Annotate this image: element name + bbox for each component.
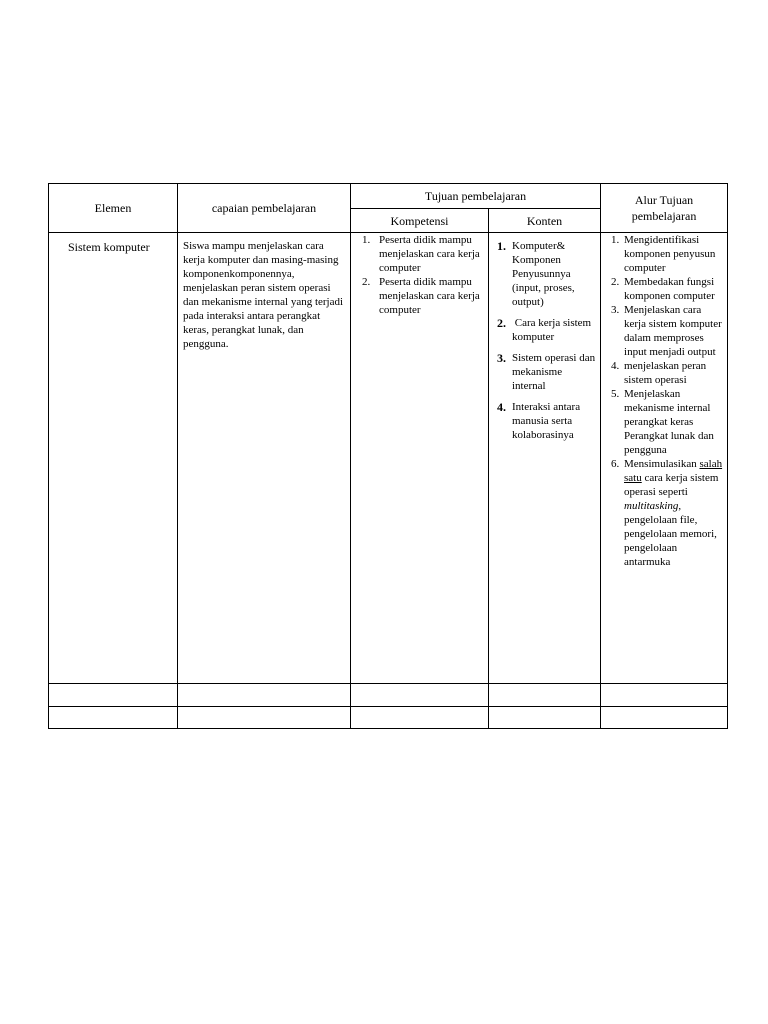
cell-elemen: Sistem komputer <box>49 233 178 684</box>
empty-cell <box>601 684 728 707</box>
empty-cell <box>49 684 178 707</box>
konten-item: 3. Sistem operasi dan mekanisme internal <box>497 351 596 392</box>
cell-capaian: Siswa mampu menjelaskan cara kerja komputer dan masing-masing komponenkomponennya, menjelaskan peran sistem operasi dan mekanisme internal yang terjadi pada interaksi antara perangkat keras, perangkat lunak, dan pengguna. <box>178 233 351 684</box>
header-konten: Konten <box>489 209 601 233</box>
empty-cell <box>178 707 351 729</box>
empty-cell <box>489 684 601 707</box>
empty-cell <box>351 684 489 707</box>
empty-row <box>49 707 728 729</box>
header-kompetensi: Kompetensi <box>351 209 489 233</box>
header-capaian: capaian pembelajaran <box>178 184 351 233</box>
alur-item: 1. Mengidentifikasi komponen penyusun computer <box>611 234 716 274</box>
header-alur-line1: Alur Tujuan <box>634 193 694 207</box>
alur-item: 5. Menjelaskan mekanisme internal perangkat keras Perangkat lunak dan pengguna <box>611 388 714 456</box>
konten-item: 2. Cara kerja sistem komputer <box>497 316 594 343</box>
kompetensi-item: 1. Peserta didik mampu menjelaskan cara kerja computer <box>362 234 480 274</box>
cell-alur <box>601 233 728 684</box>
empty-row <box>49 684 728 707</box>
empty-cell <box>351 707 489 729</box>
kompetensi-item: 2. Peserta didik mampu menjelaskan cara kerja computer <box>362 276 480 316</box>
learning-objectives-table <box>48 183 728 729</box>
alur-item: 2. Membedakan fungsi komponen computer <box>611 276 715 302</box>
header-alur-line2: pembelajaran <box>631 209 697 223</box>
empty-cell <box>49 707 178 729</box>
header-alur <box>601 184 728 233</box>
header-tujuan: Tujuan pembelajaran <box>351 184 601 209</box>
konten-item: 1. Komputer& Komponen Penyusunnya (input, proses, output) <box>497 239 575 308</box>
empty-cell <box>601 707 728 729</box>
empty-cell <box>489 707 601 729</box>
alur-item: 3. Menjelaskan cara kerja sistem komputer dalam memproses input menjadi output <box>611 304 722 358</box>
header-elemen: Elemen <box>49 184 178 233</box>
alur-item: 6. Mensimulasikan salah satu cara kerja sistem operasi seperti multitasking, pengelolaan file, pengelolaan memori, pengelolaan antarmuka <box>611 458 723 568</box>
alur-item: 4. menjelaskan peran sistem operasi <box>611 360 707 386</box>
cell-konten <box>489 233 601 684</box>
konten-item: 4. Interaksi antara manusia serta kolaborasinya <box>497 400 581 441</box>
empty-cell <box>178 684 351 707</box>
cell-kompetensi <box>351 233 489 684</box>
